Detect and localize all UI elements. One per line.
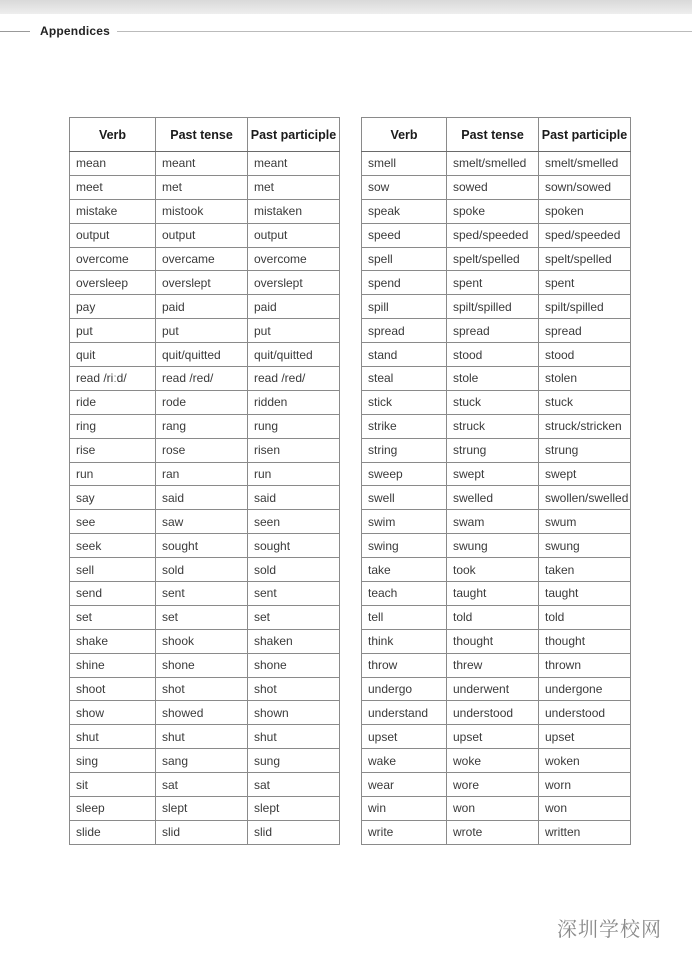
cell-past-participle: sent [248, 582, 340, 606]
cell-past-tense: swam [447, 510, 539, 534]
cell-past-participle: won [539, 797, 631, 821]
irregular-verbs-table-right [361, 117, 631, 845]
table-row [362, 701, 631, 725]
cell-past-tense: spent [447, 271, 539, 295]
cell-past-tense: showed [156, 701, 248, 725]
cell-past-participle: thought [539, 629, 631, 653]
table-row [70, 247, 340, 271]
cell-past-participle: met [248, 175, 340, 199]
cell-verb: set [70, 605, 156, 629]
cell-past-participle: spelt/spelled [539, 247, 631, 271]
cell-past-tense: swept [447, 462, 539, 486]
cell-past-participle: output [248, 223, 340, 247]
column-header-past-tense: Past tense [447, 118, 539, 152]
cell-past-tense: spoke [447, 199, 539, 223]
cell-past-tense: upset [447, 725, 539, 749]
cell-past-tense: met [156, 175, 248, 199]
cell-past-participle: taken [539, 558, 631, 582]
cell-past-participle: stolen [539, 367, 631, 391]
cell-past-participle: shown [248, 701, 340, 725]
table-row [70, 367, 340, 391]
cell-past-tense: output [156, 223, 248, 247]
cell-past-participle: strung [539, 438, 631, 462]
table-row [362, 534, 631, 558]
cell-past-tense: quit/quitted [156, 343, 248, 367]
cell-past-participle: spoken [539, 199, 631, 223]
cell-verb: throw [362, 653, 447, 677]
cell-past-participle: sown/sowed [539, 175, 631, 199]
cell-verb: meet [70, 175, 156, 199]
cell-past-participle: swum [539, 510, 631, 534]
cell-past-tense: stole [447, 367, 539, 391]
cell-past-participle: worn [539, 773, 631, 797]
table-row [362, 390, 631, 414]
cell-verb: say [70, 486, 156, 510]
cell-past-tense: shook [156, 629, 248, 653]
table-row [70, 319, 340, 343]
table-row [362, 271, 631, 295]
cell-past-tense: sped/speeded [447, 223, 539, 247]
cell-past-tense: rose [156, 438, 248, 462]
table-row [70, 605, 340, 629]
cell-verb: upset [362, 725, 447, 749]
cell-past-tense: slept [156, 797, 248, 821]
cell-past-tense: swung [447, 534, 539, 558]
cell-past-participle: sought [248, 534, 340, 558]
table-row [70, 534, 340, 558]
cell-past-tense: rode [156, 390, 248, 414]
table-row [70, 653, 340, 677]
table-row [362, 725, 631, 749]
table-row [70, 343, 340, 367]
cell-past-tense: slid [156, 820, 248, 844]
cell-past-participle: spent [539, 271, 631, 295]
cell-past-participle: sat [248, 773, 340, 797]
table-row [70, 438, 340, 462]
cell-past-tense: spelt/spelled [447, 247, 539, 271]
cell-past-tense: told [447, 605, 539, 629]
cell-past-participle: shone [248, 653, 340, 677]
cell-past-tense: shone [156, 653, 248, 677]
column-header-verb: Verb [362, 118, 447, 152]
cell-past-tense: sent [156, 582, 248, 606]
cell-verb: shoot [70, 677, 156, 701]
cell-verb: swell [362, 486, 447, 510]
cell-verb: rise [70, 438, 156, 462]
cell-verb: mean [70, 152, 156, 176]
column-header-past-participle: Past participle [539, 118, 631, 152]
cell-past-participle: sung [248, 749, 340, 773]
cell-past-tense: strung [447, 438, 539, 462]
cell-past-tense: won [447, 797, 539, 821]
cell-verb: spell [362, 247, 447, 271]
cell-past-participle: woken [539, 749, 631, 773]
cell-verb: wake [362, 749, 447, 773]
cell-past-tense: shut [156, 725, 248, 749]
cell-past-participle: slid [248, 820, 340, 844]
section-label: Appendices [40, 24, 111, 38]
cell-verb: output [70, 223, 156, 247]
cell-verb: seek [70, 534, 156, 558]
cell-past-tense: sold [156, 558, 248, 582]
cell-verb: smell [362, 152, 447, 176]
cell-past-tense: sat [156, 773, 248, 797]
cell-verb: see [70, 510, 156, 534]
cell-past-participle: spilt/spilled [539, 295, 631, 319]
cell-verb: sell [70, 558, 156, 582]
header-rule-left [0, 31, 30, 32]
cell-verb: steal [362, 367, 447, 391]
cell-verb: tell [362, 605, 447, 629]
table-row [70, 199, 340, 223]
cell-verb: run [70, 462, 156, 486]
cell-past-participle: run [248, 462, 340, 486]
cell-past-participle: put [248, 319, 340, 343]
table-row [70, 175, 340, 199]
header-rule-right [117, 31, 692, 32]
cell-verb: spend [362, 271, 447, 295]
table-row [362, 605, 631, 629]
table-row [70, 295, 340, 319]
cell-past-participle: overcome [248, 247, 340, 271]
cell-verb: send [70, 582, 156, 606]
cell-past-tense: meant [156, 152, 248, 176]
table-row [362, 199, 631, 223]
table-row [70, 797, 340, 821]
cell-past-tense: understood [447, 701, 539, 725]
table-row [70, 486, 340, 510]
cell-past-tense: ran [156, 462, 248, 486]
cell-verb: speed [362, 223, 447, 247]
cell-verb: sleep [70, 797, 156, 821]
cell-verb: write [362, 820, 447, 844]
cell-verb: shut [70, 725, 156, 749]
cell-past-participle: stuck [539, 390, 631, 414]
cell-verb: undergo [362, 677, 447, 701]
cell-past-tense: woke [447, 749, 539, 773]
cell-verb: show [70, 701, 156, 725]
table-row [362, 223, 631, 247]
table-row [362, 510, 631, 534]
cell-past-participle: read /red/ [248, 367, 340, 391]
cell-verb: sit [70, 773, 156, 797]
cell-past-tense: shot [156, 677, 248, 701]
table-row [70, 629, 340, 653]
cell-verb: sow [362, 175, 447, 199]
cell-verb: put [70, 319, 156, 343]
cell-past-participle: paid [248, 295, 340, 319]
cell-verb: mistake [70, 199, 156, 223]
watermark: 深圳学校网 [557, 917, 662, 941]
cell-past-tense: sang [156, 749, 248, 773]
cell-past-participle: shaken [248, 629, 340, 653]
cell-verb: ring [70, 414, 156, 438]
cell-past-participle: upset [539, 725, 631, 749]
table-row [362, 438, 631, 462]
table-row [362, 247, 631, 271]
cell-past-tense: struck [447, 414, 539, 438]
column-header-past-participle: Past participle [248, 118, 340, 152]
cell-past-participle: spread [539, 319, 631, 343]
table-row [362, 582, 631, 606]
table-row [362, 773, 631, 797]
table-row [70, 510, 340, 534]
cell-past-participle: told [539, 605, 631, 629]
cell-past-tense: rang [156, 414, 248, 438]
cell-past-participle: undergone [539, 677, 631, 701]
cell-past-tense: wrote [447, 820, 539, 844]
cell-past-tense: threw [447, 653, 539, 677]
cell-verb: spill [362, 295, 447, 319]
cell-past-participle: smelt/smelled [539, 152, 631, 176]
cell-verb: sing [70, 749, 156, 773]
cell-past-participle: shut [248, 725, 340, 749]
table-row [70, 152, 340, 176]
cell-past-participle: struck/stricken [539, 414, 631, 438]
cell-past-participle: swung [539, 534, 631, 558]
table-row [362, 629, 631, 653]
cell-past-tense: mistook [156, 199, 248, 223]
cell-verb: teach [362, 582, 447, 606]
cell-verb: think [362, 629, 447, 653]
table-row [70, 582, 340, 606]
table-row [70, 773, 340, 797]
table-row [70, 390, 340, 414]
cell-past-participle: sold [248, 558, 340, 582]
cell-verb: oversleep [70, 271, 156, 295]
cell-past-tense: swelled [447, 486, 539, 510]
table-row [362, 558, 631, 582]
cell-past-tense: sought [156, 534, 248, 558]
cell-past-participle: quit/quitted [248, 343, 340, 367]
cell-past-tense: taught [447, 582, 539, 606]
cell-past-tense: thought [447, 629, 539, 653]
cell-past-participle: meant [248, 152, 340, 176]
table-row [70, 677, 340, 701]
cell-past-tense: spilt/spilled [447, 295, 539, 319]
table-row [362, 462, 631, 486]
cell-past-participle: sped/speeded [539, 223, 631, 247]
cell-past-tense: wore [447, 773, 539, 797]
table-row [362, 152, 631, 176]
cell-past-participle: said [248, 486, 340, 510]
cell-verb: swim [362, 510, 447, 534]
table-row [362, 295, 631, 319]
cell-past-tense: said [156, 486, 248, 510]
cell-verb: slide [70, 820, 156, 844]
cell-past-tense: read /red/ [156, 367, 248, 391]
cell-verb: understand [362, 701, 447, 725]
table-row [70, 701, 340, 725]
table-row [362, 653, 631, 677]
cell-past-tense: overcame [156, 247, 248, 271]
cell-verb: ride [70, 390, 156, 414]
table-header-row [70, 118, 340, 152]
cell-past-tense: set [156, 605, 248, 629]
cell-past-participle: swollen/swelled [539, 486, 631, 510]
cell-past-participle: written [539, 820, 631, 844]
cell-past-participle: stood [539, 343, 631, 367]
cell-verb: take [362, 558, 447, 582]
table-row [70, 223, 340, 247]
column-header-past-tense: Past tense [156, 118, 248, 152]
table-row [362, 486, 631, 510]
table-row [362, 820, 631, 844]
table-header-row [362, 118, 631, 152]
cell-verb: string [362, 438, 447, 462]
cell-past-participle: shot [248, 677, 340, 701]
table-row [362, 414, 631, 438]
table-row [362, 343, 631, 367]
cell-verb: shine [70, 653, 156, 677]
table-row [70, 462, 340, 486]
cell-past-participle: seen [248, 510, 340, 534]
cell-past-participle: set [248, 605, 340, 629]
table-row [70, 725, 340, 749]
irregular-verbs-table-left [69, 117, 340, 845]
cell-past-tense: smelt/smelled [447, 152, 539, 176]
cell-past-participle: thrown [539, 653, 631, 677]
cell-past-participle: swept [539, 462, 631, 486]
cell-verb: wear [362, 773, 447, 797]
table-row [362, 175, 631, 199]
table-row [70, 820, 340, 844]
cell-past-tense: underwent [447, 677, 539, 701]
cell-verb: win [362, 797, 447, 821]
cell-past-tense: took [447, 558, 539, 582]
cell-past-participle: slept [248, 797, 340, 821]
cell-verb: speak [362, 199, 447, 223]
table-row [362, 367, 631, 391]
table-row [362, 677, 631, 701]
cell-past-tense: spread [447, 319, 539, 343]
table-row [362, 749, 631, 773]
cell-verb: read /riːd/ [70, 367, 156, 391]
cell-verb: shake [70, 629, 156, 653]
cell-past-tense: sowed [447, 175, 539, 199]
cell-past-participle: overslept [248, 271, 340, 295]
cell-past-participle: taught [539, 582, 631, 606]
top-edge-strip [0, 0, 692, 14]
column-header-verb: Verb [70, 118, 156, 152]
cell-past-participle: ridden [248, 390, 340, 414]
cell-past-tense: paid [156, 295, 248, 319]
cell-past-tense: overslept [156, 271, 248, 295]
table-row [70, 414, 340, 438]
cell-verb: pay [70, 295, 156, 319]
cell-past-participle: rung [248, 414, 340, 438]
cell-past-tense: stuck [447, 390, 539, 414]
cell-verb: sweep [362, 462, 447, 486]
cell-verb: overcome [70, 247, 156, 271]
table-row [70, 271, 340, 295]
cell-past-tense: stood [447, 343, 539, 367]
cell-verb: strike [362, 414, 447, 438]
table-row [362, 797, 631, 821]
cell-past-participle: mistaken [248, 199, 340, 223]
cell-verb: stick [362, 390, 447, 414]
cell-past-participle: risen [248, 438, 340, 462]
cell-past-tense: saw [156, 510, 248, 534]
table-row [70, 558, 340, 582]
cell-past-participle: understood [539, 701, 631, 725]
table-row [70, 749, 340, 773]
table-row [362, 319, 631, 343]
cell-past-tense: put [156, 319, 248, 343]
cell-verb: spread [362, 319, 447, 343]
cell-verb: swing [362, 534, 447, 558]
cell-verb: quit [70, 343, 156, 367]
cell-verb: stand [362, 343, 447, 367]
